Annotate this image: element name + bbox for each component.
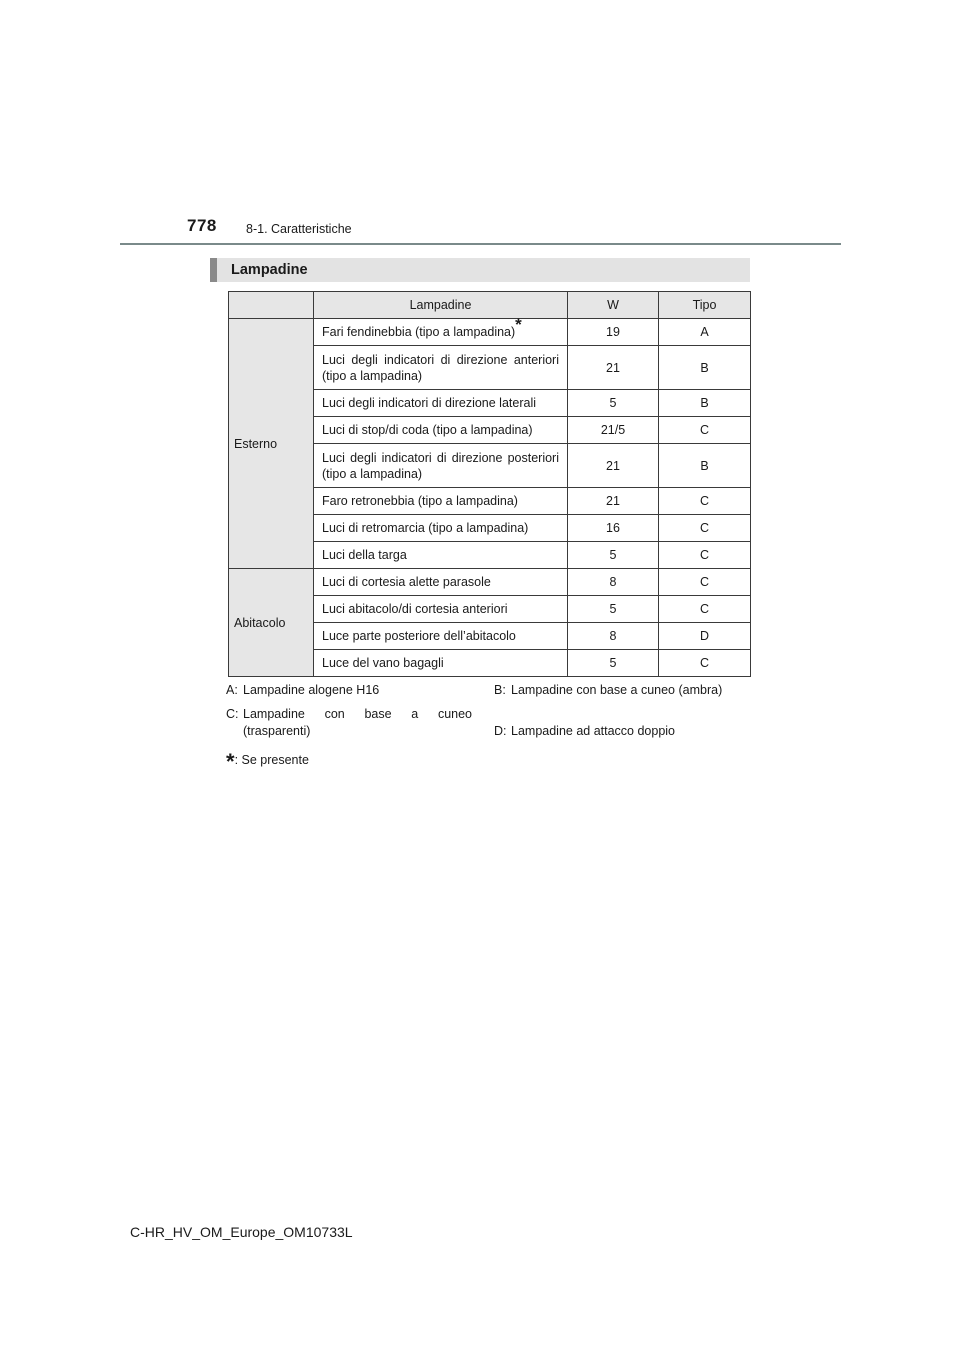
section-heading-bar xyxy=(210,258,750,282)
bulb-watt: 8 xyxy=(568,623,659,650)
bulb-watt: 21 xyxy=(568,488,659,515)
bulb-name: Luce parte posteriore dell’abitacolo xyxy=(314,623,568,650)
page-number: 778 xyxy=(187,216,217,235)
bulb-type: A xyxy=(659,319,751,346)
legend-note-b: B: Lampadine con base a cuneo (ambra) xyxy=(494,683,723,697)
header-divider xyxy=(120,243,841,245)
document-code: C-HR_HV_OM_Europe_OM10733L xyxy=(130,1224,353,1240)
bulb-type: C xyxy=(659,417,751,444)
bulb-watt: 5 xyxy=(568,542,659,569)
bulb-type: B xyxy=(659,444,751,488)
bulb-watt: 5 xyxy=(568,596,659,623)
legend-note-a: A: Lampadine alogene H16 xyxy=(226,683,380,697)
bulb-name: Luci degli indicatori di direzione posteriori (tipo a lampadina) xyxy=(314,444,568,488)
footnote-text: : Se presente xyxy=(234,753,309,767)
bulb-name: Luci abitacolo/di cortesia anteriori xyxy=(314,596,568,623)
bulb-watt: 21 xyxy=(568,444,659,488)
footnote-marker: * xyxy=(226,749,235,774)
table-row xyxy=(229,569,751,596)
bulb-watt: 19 xyxy=(568,319,659,346)
bulb-type: C xyxy=(659,650,751,677)
bulb-type: C xyxy=(659,542,751,569)
bulb-name: Luci della targa xyxy=(314,542,568,569)
bulb-name: Luce del vano bagagli xyxy=(314,650,568,677)
bulb-name: Luci di retromarcia (tipo a lampadina) xyxy=(314,515,568,542)
column-header-watt: W xyxy=(568,292,659,319)
bulb-watt: 16 xyxy=(568,515,659,542)
bulb-type: C xyxy=(659,596,751,623)
legend-note-c: C: Lampadine con base a cuneo (trasparenti) xyxy=(226,707,472,738)
section-label: 8-1. Caratteristiche xyxy=(246,222,352,236)
bulb-type: D xyxy=(659,623,751,650)
bulb-name: Luci di stop/di coda (tipo a lampadina) xyxy=(314,417,568,444)
bulb-spec-table xyxy=(228,291,751,677)
legend-note-d: D: Lampadine ad attacco doppio xyxy=(494,724,676,738)
bulb-name: Faro retronebbia (tipo a lampadina) xyxy=(314,488,568,515)
bulb-watt: 21/5 xyxy=(568,417,659,444)
bulb-name: Luci di cortesia alette parasole xyxy=(314,569,568,596)
bulb-type: C xyxy=(659,515,751,542)
column-header-bulbs: Lampadine xyxy=(314,292,568,319)
footnote xyxy=(226,744,309,774)
column-header-type: Tipo xyxy=(659,292,751,319)
bulb-name: Luci degli indicatori di direzione laterali xyxy=(314,390,568,417)
bulb-type: C xyxy=(659,488,751,515)
bulb-watt: 8 xyxy=(568,569,659,596)
column-header-group xyxy=(229,292,314,319)
bulb-type: B xyxy=(659,346,751,390)
footnote-marker: * xyxy=(515,314,522,334)
section-title: Lampadine xyxy=(231,262,308,278)
bulb-name: Luci degli indicatori di direzione anteriori (tipo a lampadina) xyxy=(314,346,568,390)
bulb-watt: 5 xyxy=(568,390,659,417)
bulb-type: B xyxy=(659,390,751,417)
group-label-interior: Abitacolo xyxy=(229,569,314,677)
table-header-row xyxy=(229,292,751,319)
table-row xyxy=(229,319,751,346)
bulb-name: Fari fendinebbia (tipo a lampadina)* xyxy=(314,319,568,346)
bulb-type: C xyxy=(659,569,751,596)
group-label-exterior: Esterno xyxy=(229,319,314,569)
bulb-watt: 21 xyxy=(568,346,659,390)
bulb-watt: 5 xyxy=(568,650,659,677)
